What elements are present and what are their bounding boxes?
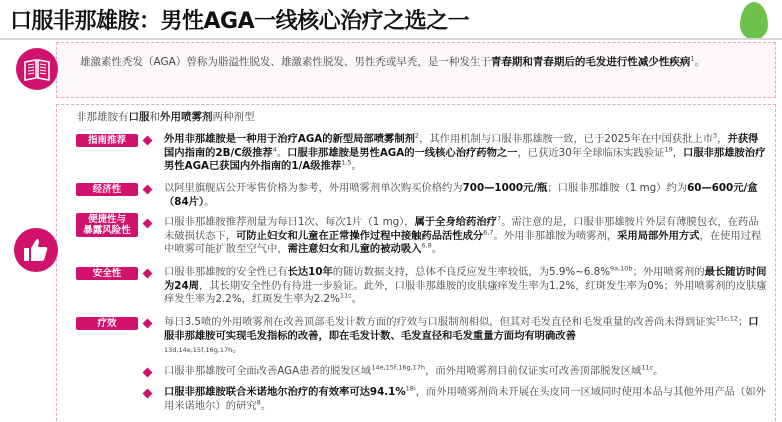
leaf-logo (740, 2, 768, 40)
page-title: 口服非那雄胺：男性AGA一线核心治疗之选之一 (10, 9, 470, 34)
intro-text: 雄激素性秃发（AGA）曾称为脂溢性脱发、雄激素性脱发、男性秃或早秃，是一种发生于青春期和青春期后的毛发进行性减少性疾病$^1$。 (80, 54, 705, 68)
dosage-forms-subhead: 非那雄胺有口服和外用喷雾剂两种剂型 (76, 111, 255, 123)
economy-text: 以阿里旗舰店公开零售价格为参考，外用喷雾剂单次购买价格约为700—1000元/瓶；口服非那雄胺（1 mg）约为60—600元/盒（84片）。 (164, 182, 758, 208)
thumbs-up-icon (14, 228, 58, 272)
title-divider (0, 38, 782, 40)
badge-convenience: 便捷性与 暴露风险性 (76, 213, 138, 237)
efficacy-text-3: 口服非那雄胺联合米诺地尔治疗的有效率可达94.1%$^{18i}$，而外用喷雾剂尚未开展在头皮同一区域同时使用本品与其他外用产品（如外用米诺地尔）的研究$^8$。 (164, 384, 766, 412)
intro-emphasis: 青春期和青春期后的毛发进行性减少性疾病 (490, 56, 691, 68)
convenience-text: 口服非那雄胺推荐剂量为每日1次、每次1片（1 mg），属于全身给药治疗$^7$。需注意的是，口服非那雄胺片外层有薄膜包衣，在药品未破损状态下，可防止妇女和儿童在正常操作过程中接触药品活性成分$^{6,7}$。外用非那雄胺为喷雾剂，采用局部外用方式，在使用过程中喷雾可能扩散至空气中，需注意妇女和儿童的被动吸入$^{6,8}$。 (164, 214, 762, 256)
guideline-text: 外用非那雄胺是一种用于治疗AGA的新型局部喷雾制剂$^2$，其作用机制与口服非那雄胺一致，已于2025年在中国获批上市$^3$，并获得国内指南的2B/C级推荐$^4$。口服非那雄胺是男性AGA的一线核心治疗药物之一，已获近30年全球临床实践验证$^{19}$，口服非那雄胺治疗男性AGA已获国内外指南的1/A级推荐$^{1,5}$。 (164, 131, 766, 173)
efficacy-text-2: 口服非那雄胺可全面改善AGA患者的脱发区域$^{14e,15f,16g,17h}$，而外用喷雾剂目前仅证实可改善顶部脱发区域$^{11c}$。 (164, 363, 664, 377)
book-icon (16, 48, 58, 90)
badge-safety: 安全性 (76, 267, 138, 280)
badge-economy: 经济性 (76, 183, 138, 196)
badge-guideline: 指南推荐 (76, 134, 138, 147)
efficacy-text-1: 每日3.5喷的外用喷雾剂在改善顶部毛发计数方面的疗效与口服制剂相似，但其对毛发直径和毛发重量的改善尚未得到证实$^{11c,12}$；口服非那雄胺可实现毛发指标的改善，即在毛发计数、毛发直径和毛发重量方面均有明确改善 13d,14e,15f,16g,17h。 (164, 314, 759, 356)
safety-text: 口服非那雄胺的安全性已有长达10年的随访数据支持，总体不良反应发生率较低，为5.9%~6.8%$^{9a,10b}$；外用喷雾剂的最长随访时间为24周，其长期安全性仍有待进一步验证。此外，口服非那雄胺的皮肤瘙痒发生率为1.2%，红斑发生率为0%；外用喷雾剂的皮肤瘙痒发生率为2.2%，红斑发生率为2.2%$^{11c}$。 (164, 264, 767, 306)
badge-efficacy: 疗效 (76, 317, 138, 330)
